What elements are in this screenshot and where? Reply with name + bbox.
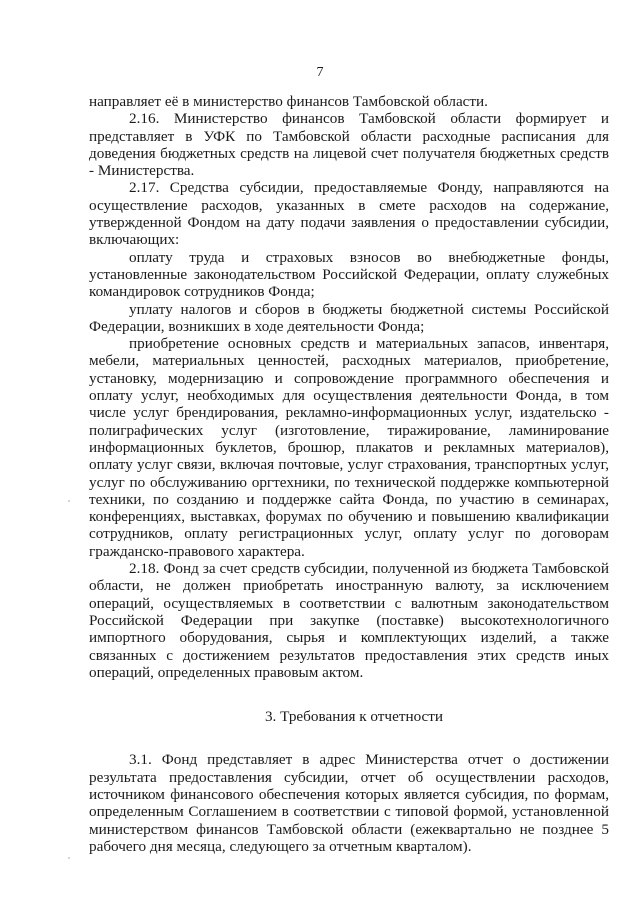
paragraph-continuation: направляет её в министерство финансов Тамбовской области. — [89, 93, 488, 110]
section-heading: 3. Требования к отчетности — [264, 708, 444, 726]
scan-speck — [68, 500, 70, 502]
list-item-taxes: уплату налогов и сборов в бюджеты бюджетной системы Российской Федерации, возникших в ходе деятельности Фонда; — [89, 300, 609, 335]
document-body — [89, 93, 609, 855]
page-number: 7 — [316, 65, 324, 80]
paragraph-2-17: 2.17. Средства субсидии, предоставляемые Фонду, направляются на осуществление расходов, указанных в смете расходов на содержание, утвержденной Фондом на дату подачи заявления о предоставлении субсидии, включающих: — [89, 179, 609, 249]
list-item-labor-payment: оплату труда и страховых взносов во внебюджетные фонды, установленные законодательством Российской Федерации, оплату служебных командировок сотрудников Фонда; — [89, 248, 609, 301]
list-item-acquisitions: приобретение основных средств и материальных запасов, инвентаря, мебели, материальных ценностей, расходных материалов, приобретение, установку, модернизацию и сопровождение программного обеспечения и оплату услуг, необходимых для осуществления деятельности Фонда, в том числе услуг брендирования, рекламно-информационных услуг, издательско - полиграфических услуг (изготовление, тиражирование, ламинирование информационных буклетов, брошюр, плакатов и рекламных материалов), оплату услуг связи, включая почтовые, услуг страхования, транспортных услуг, услуг по обслуживанию оргтехники, по технической поддержке компьютерной техники, по созданию и поддержке сайта Фонда, по участию в семинарах, конференциях, выставках, форумах по обучению и повышению квалификации сотрудников, оплату регистрационных услуг, оплату услуг по договорам гражданско-правового характера. — [89, 335, 609, 560]
paragraph-3-1: 3.1. Фонд представляет в адрес Министерства отчет о достижении результата предоставления субсидии, отчет об осуществлении расходов, источником финансового обеспечения которых является субсидия, по формам, определенным Соглашением в соответствии с типовой формой, установленной министерством финансов Тамбовской области (ежеквартально не позднее 5 рабочего дня месяца, следующего за отчетным кварталом). — [89, 751, 609, 855]
paragraph-2-16: 2.16. Министерство финансов Тамбовской области формирует и представляет в УФК по Тамбовской области расходные расписания для доведения бюджетных средств на лицевой счет получателя бюджетных средств - Министерства. — [89, 110, 609, 180]
paragraph-2-18: 2.18. Фонд за счет средств субсидии, полученной из бюджета Тамбовской области, не должен приобретать иностранную валюту, за исключением операций, осуществляемых в соответствии с валютным законодательством Российской Федерации при закупке (поставке) высокотехнологичного импортного оборудования, сырья и комплектующих изделий, а также связанных с достижением результатов предоставления этих средств иных операций, определенных правовым актом. — [89, 560, 609, 681]
scan-speck — [68, 857, 70, 859]
